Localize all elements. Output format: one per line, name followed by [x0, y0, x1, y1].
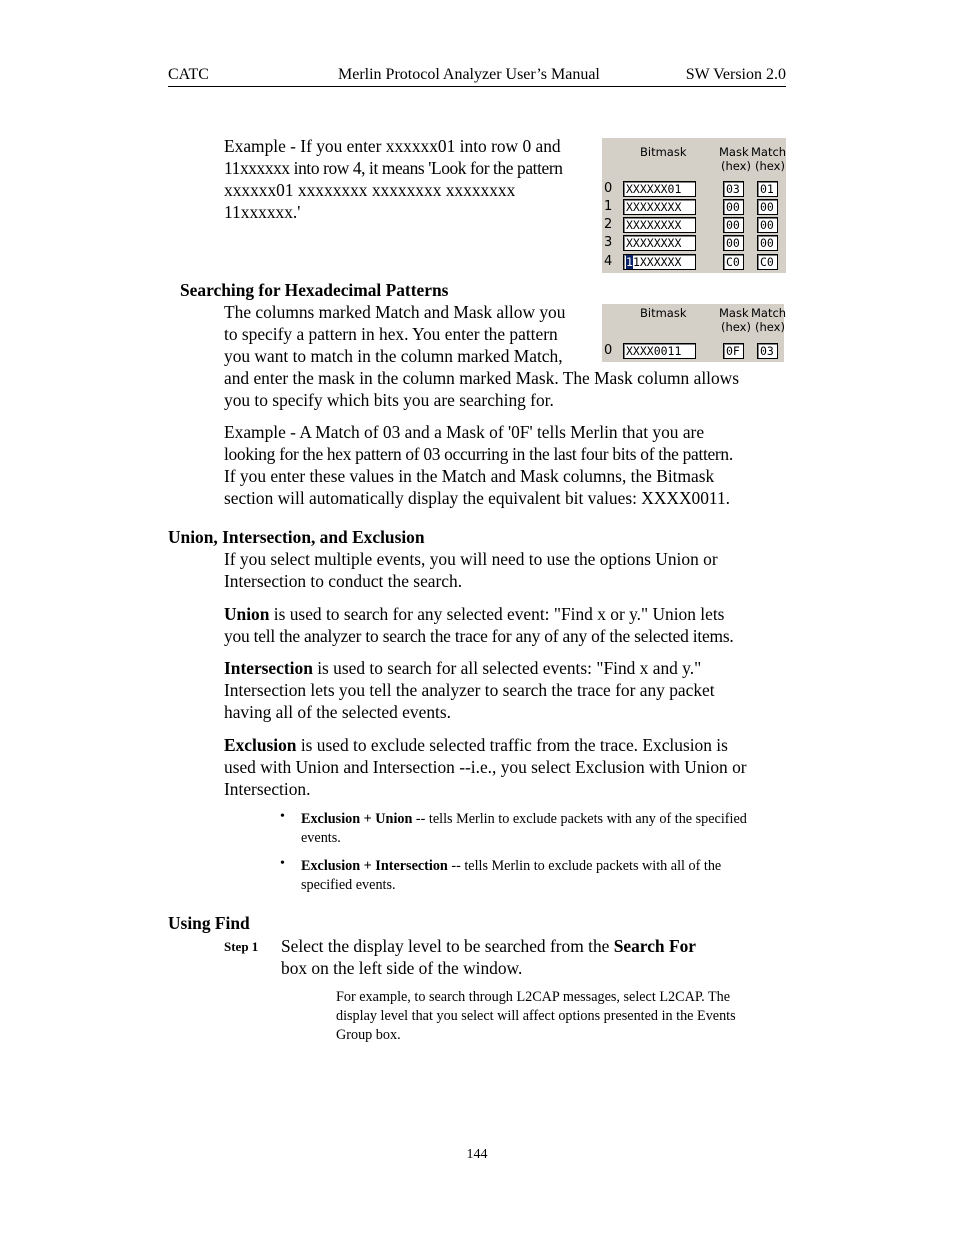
- section-heading-hex: Searching for Hexadecimal Patterns: [180, 280, 449, 300]
- example1-line: xxxxxx01 xxxxxxxx xxxxxxxx xxxxxxxx: [224, 180, 516, 200]
- page-header: [168, 66, 786, 87]
- text-line: and enter the mask in the column marked Mask. The Mask column allows: [224, 368, 740, 388]
- text-line: Select the display level to be searched from the: [281, 936, 614, 956]
- bullet-item: [301, 857, 791, 895]
- text-line: Example - A Match of 03 and a Mask of '0F' tells Merlin that you are: [224, 422, 705, 442]
- bullet-term: Exclusion + Intersection: [301, 858, 448, 874]
- mask-column-label: Mask: [719, 145, 749, 159]
- text-line: Intersection.: [224, 779, 311, 799]
- page-number: 144: [466, 1147, 488, 1162]
- text-line: you tell the analyzer to search the trace for any of any of the selected items.: [224, 626, 734, 646]
- bitmask-field[interactable]: XXXXXX01: [623, 181, 696, 197]
- mask-column-label: Mask: [719, 306, 749, 320]
- bitmask-column-label: Bitmask: [640, 145, 687, 159]
- match-field[interactable]: C0: [757, 254, 778, 270]
- row-number: 0: [604, 343, 613, 358]
- bullet-item: [301, 810, 791, 848]
- text-line: is used to exclude selected traffic from the trace. Exclusion is: [296, 735, 728, 755]
- mask-field[interactable]: 00: [723, 217, 744, 233]
- text-line: having all of the selected events.: [224, 702, 451, 722]
- match-field[interactable]: 00: [757, 217, 778, 233]
- header-version: SW Version 2.0: [685, 66, 786, 83]
- header-title: Merlin Protocol Analyzer User’s Manual: [338, 66, 600, 83]
- example1-line: Example - If you enter xxxxxx01 into row 0 and: [224, 136, 561, 156]
- term-search-for: Search For: [613, 936, 696, 956]
- bullet-glyph: •: [280, 809, 285, 824]
- match-field[interactable]: 00: [757, 235, 778, 251]
- union-intro: [224, 548, 789, 592]
- text-line: looking for the hex pattern of 03 occurring in the last four bits of the pattern.: [224, 444, 733, 464]
- bitmask-field[interactable]: XXXXXXXX: [623, 217, 696, 233]
- text-line: display level that you select will affect options presented in the Events: [336, 1008, 736, 1024]
- bitmask-field[interactable]: XXXXXXXX: [623, 199, 696, 215]
- term-exclusion: Exclusion: [224, 735, 297, 755]
- example1-text: [224, 135, 604, 223]
- intersection-paragraph: [224, 657, 789, 723]
- mask-field[interactable]: 0F: [723, 343, 744, 359]
- match-field[interactable]: 03: [757, 343, 778, 359]
- text-line: -- tells Merlin to exclude packets with any of the specified: [412, 811, 747, 827]
- row-number: 2: [604, 217, 613, 232]
- text-line: Group box.: [336, 1027, 401, 1043]
- example1-line: 11xxxxxx into row 4, it means 'Look for the pattern: [224, 158, 563, 178]
- row-number: 1: [604, 199, 613, 214]
- text-line: Intersection lets you tell the analyzer to search the trace for any packet: [224, 680, 715, 700]
- match-column-label: Match: [751, 306, 787, 320]
- section-heading-find: Using Find: [168, 913, 250, 933]
- row-number: 3: [604, 235, 613, 250]
- text-line: is used to search for any selected event: "Find x or y." Union lets: [269, 604, 725, 624]
- example1-line: 11xxxxxx.': [224, 202, 301, 222]
- text-line: specified events.: [301, 877, 396, 893]
- mask-field[interactable]: 03: [723, 181, 744, 197]
- row-number: 0: [604, 181, 613, 196]
- mask-field[interactable]: C0: [723, 254, 744, 270]
- bitmask-column-label: Bitmask: [640, 306, 687, 320]
- mask-field[interactable]: 00: [723, 199, 744, 215]
- bitmask-panel-rows: [602, 138, 786, 273]
- mask-field[interactable]: 00: [723, 235, 744, 251]
- text-line: If you enter these values in the Match and Mask columns, the Bitmask: [224, 466, 715, 486]
- hex-paragraph-1: [224, 301, 787, 411]
- text-cursor-selection: 1: [626, 255, 633, 269]
- term-union: Union: [224, 604, 270, 624]
- bitmask-value: 1XXXXXX: [632, 255, 682, 269]
- section-heading-union: Union, Intersection, and Exclusion: [168, 527, 425, 547]
- exclusion-paragraph: [224, 734, 789, 800]
- match-column-label: Match: [751, 145, 787, 159]
- text-line: section will automatically display the equivalent bit values: XXXX0011.: [224, 488, 730, 508]
- term-intersection: Intersection: [224, 658, 313, 678]
- text-line: box on the left side of the window.: [281, 958, 523, 978]
- hex-paragraph-2: [224, 421, 789, 509]
- mask-column-sublabel: (hex): [721, 159, 751, 173]
- row-number: 4: [604, 254, 613, 269]
- text-line: you want to match in the column marked Match,: [224, 346, 563, 366]
- match-column-sublabel: (hex): [755, 159, 785, 173]
- union-paragraph: [224, 603, 789, 647]
- step-note: [336, 988, 791, 1045]
- text-line: The columns marked Match and Mask allow you: [224, 302, 566, 322]
- bitmask-field[interactable]: XXXX0011: [623, 343, 696, 359]
- bitmask-field[interactable]: XXXXXXXX: [623, 235, 696, 251]
- bullet-glyph: •: [280, 856, 285, 871]
- text-line: events.: [301, 830, 341, 846]
- text-line: is used to search for all selected events: "Find x and y.": [312, 658, 702, 678]
- bitmask-field-active[interactable]: [623, 254, 696, 270]
- match-field[interactable]: 00: [757, 199, 778, 215]
- text-line: you to specify which bits you are searching for.: [224, 390, 554, 410]
- text-line: For example, to search through L2CAP messages, select L2CAP. The: [336, 989, 731, 1005]
- text-line: used with Union and Intersection --i.e., you select Exclusion with Union or: [224, 757, 747, 777]
- text-line: If you select multiple events, you will need to use the options Union or: [224, 549, 718, 569]
- text-line: to specify a pattern in hex. You enter the pattern: [224, 324, 558, 344]
- text-line: Intersection to conduct the search.: [224, 571, 463, 591]
- header-left: CATC: [168, 66, 209, 83]
- step-text: [281, 935, 791, 979]
- mask-column-sublabel: (hex): [721, 320, 751, 334]
- bullet-term: Exclusion + Union: [301, 811, 413, 827]
- step-label: Step 1: [224, 939, 259, 954]
- match-field[interactable]: 01: [757, 181, 778, 197]
- text-line: -- tells Merlin to exclude packets with all of the: [447, 858, 722, 874]
- match-column-sublabel: (hex): [755, 320, 785, 334]
